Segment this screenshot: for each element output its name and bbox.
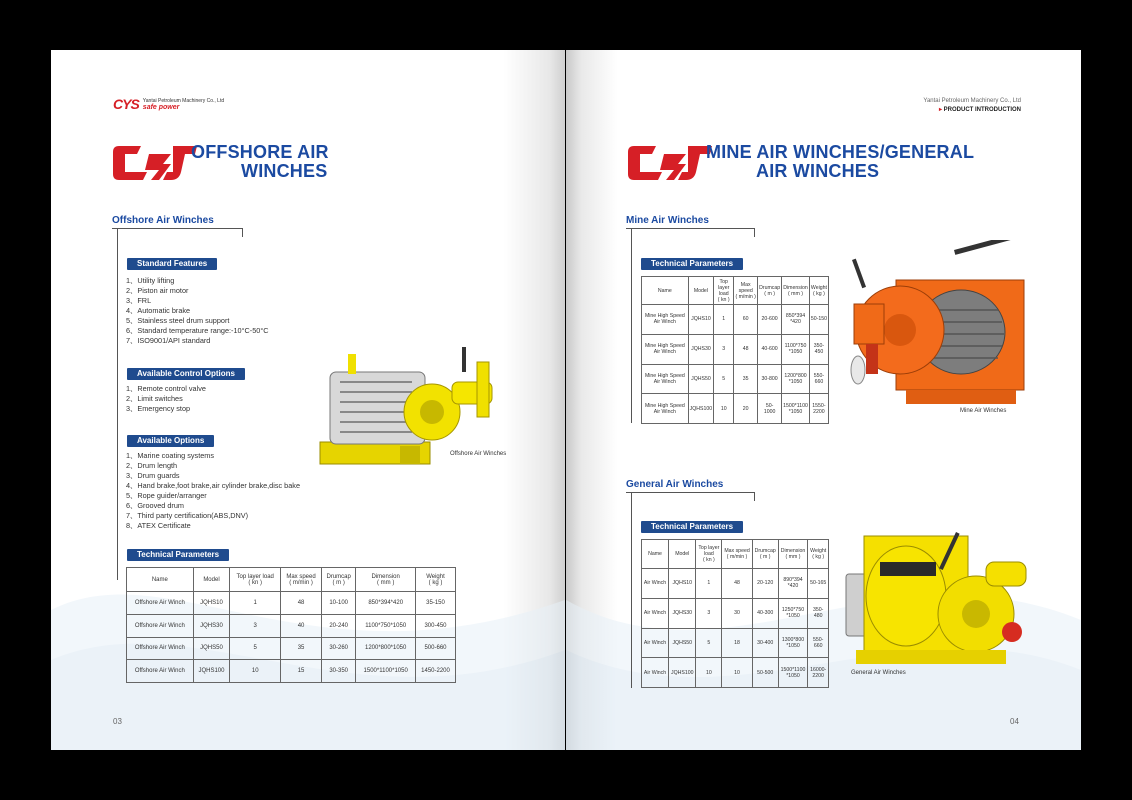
table-cell: Air Winch	[642, 658, 669, 688]
table-row	[642, 305, 829, 335]
list-item: 1、Marine coating systems	[126, 451, 215, 460]
list-item: 1、Remote control valve	[126, 384, 206, 393]
table-cell: 20-600	[758, 305, 782, 335]
list-item: 2、Limit switches	[126, 394, 183, 403]
table-header: Model	[669, 540, 696, 569]
table-header: Top layer load ( kn )	[714, 277, 734, 305]
table-header: Max speed ( m/min )	[734, 277, 758, 305]
table-cell: 3	[696, 598, 722, 628]
left-page-number: 03	[113, 717, 122, 726]
control-options-list	[126, 384, 206, 414]
table-header: Weight ( kg )	[415, 568, 455, 592]
offshore-section-title: Offshore Air Winches	[112, 215, 214, 226]
table-cell: Mine High Speed Air Winch	[642, 305, 689, 335]
table-cell: 1200*800*1050	[356, 637, 416, 660]
table-cell: 10	[230, 660, 281, 683]
table-cell: 35-150	[415, 592, 455, 615]
mine-winch-photo	[836, 240, 1036, 412]
table-row	[127, 660, 456, 683]
list-item: 3、FRL	[126, 296, 152, 305]
brand-logo	[113, 96, 224, 112]
list-item: 7、ISO9001/API standard	[126, 336, 211, 345]
table-cell: 30-800	[758, 364, 782, 394]
table-cell: Offshore Air Winch	[127, 592, 194, 615]
list-item: 6、Standard temperature range:-10°C-50°C	[126, 326, 269, 335]
list-item: 3、Drum guards	[126, 471, 180, 480]
table-cell: 5	[696, 628, 722, 658]
table-cell: 300-450	[415, 614, 455, 637]
table-row	[642, 364, 829, 394]
table-cell: 1250*750 *1050	[778, 598, 808, 628]
table-header: Drumcap ( m )	[321, 568, 355, 592]
table-row	[642, 394, 829, 424]
table-cell: 60	[734, 305, 758, 335]
table-cell: 3	[714, 334, 734, 364]
table-cell: 30	[722, 598, 752, 628]
brand-tagline: safe power	[142, 103, 180, 111]
mine-photo-caption: Mine Air Winches	[960, 408, 1007, 414]
table-cell: 1300*800 *1050	[778, 628, 808, 658]
table-header: Drumcap ( m )	[758, 277, 782, 305]
brand-mark: CYS	[113, 96, 139, 112]
standard-features-label: Standard Features	[127, 258, 217, 270]
table-header: Drumcap ( m )	[752, 540, 778, 569]
control-options-label: Available Control Options	[127, 368, 245, 380]
available-options-label: Available Options	[127, 435, 214, 447]
table-cell: 1	[714, 305, 734, 335]
offshore-photo-caption: Offshore Air Winches	[450, 451, 507, 457]
table-cell: 50-150	[809, 305, 828, 335]
right-page-header	[923, 97, 1021, 115]
table-cell: 10	[722, 658, 752, 688]
section-guide-line	[117, 228, 118, 580]
list-item: 4、Hand brake,foot brake,air cylinder brake,disc bake	[126, 481, 300, 490]
table-cell: 50-165	[808, 569, 829, 599]
arrow-icon: ▸	[938, 107, 942, 113]
table-header: Dimension ( mm )	[778, 540, 808, 569]
section-guide-line	[631, 492, 632, 688]
table-cell: JQHS50	[193, 637, 230, 660]
header-subtitle	[923, 106, 1021, 115]
table-cell: Mine High Speed Air Winch	[642, 364, 689, 394]
table-cell: JQHS100	[688, 394, 714, 424]
table-cell: 1100*750 *1050	[782, 334, 810, 364]
table-cell: Air Winch	[642, 569, 669, 599]
table-cell: 50- 1000	[758, 394, 782, 424]
brand-company: Yantai Petroleum Machinery Co., Ltd	[142, 97, 225, 104]
left-tech-params-label: Technical Parameters	[127, 549, 229, 561]
general-tech-params-label: Technical Parameters	[641, 521, 743, 533]
table-cell: Air Winch	[642, 598, 669, 628]
table-header: Name	[642, 277, 689, 305]
table-header: Max speed ( m/min )	[281, 568, 322, 592]
table-header: Top layer load ( kn )	[696, 540, 722, 569]
table-cell: 5	[714, 364, 734, 394]
mine-section-title: Mine Air Winches	[626, 215, 709, 226]
list-item: 1、Utility lifting	[126, 276, 175, 285]
table-cell: Offshore Air Winch	[127, 660, 194, 683]
table-cell: 16000- 2200	[808, 658, 829, 688]
table-cell: 890*394 *420	[778, 569, 808, 599]
table-cell: Air Winch	[642, 628, 669, 658]
table-cell: 48	[281, 592, 322, 615]
table-header: Dimension ( mm )	[356, 568, 416, 592]
table-cell: Offshore Air Winch	[127, 637, 194, 660]
table-cell: JQHS30	[193, 614, 230, 637]
table-cell: 550- 660	[809, 364, 828, 394]
table-cell: 850*394 *420	[782, 305, 810, 335]
right-page-number: 04	[1010, 717, 1019, 726]
table-cell: 40-300	[752, 598, 778, 628]
offshore-params-table	[126, 567, 456, 683]
right-title-line1: MINE AIR WINCHES/GENERAL	[706, 142, 975, 162]
table-header: Weight ( kg )	[808, 540, 829, 569]
table-row	[642, 628, 829, 658]
right-title-block	[626, 142, 974, 184]
table-cell: 18	[722, 628, 752, 658]
mine-params-table	[641, 276, 829, 424]
table-cell: 1500*1100*1050	[356, 660, 416, 683]
table-header: Max speed ( m/min )	[722, 540, 752, 569]
table-cell: 48	[722, 569, 752, 599]
table-cell: 3	[230, 614, 281, 637]
table-cell: 1500*1100 *1050	[778, 658, 808, 688]
table-header: Model	[193, 568, 230, 592]
section-guide-line	[631, 228, 632, 423]
table-cell: 20-240	[321, 614, 355, 637]
table-cell: JQHS100	[669, 658, 696, 688]
right-title-line2: AIR WINCHES	[756, 161, 880, 181]
list-item: 7、Third party certification(ABS,DNV)	[126, 511, 249, 520]
table-cell: JQHS50	[688, 364, 714, 394]
table-cell: Offshore Air Winch	[127, 614, 194, 637]
general-winch-photo	[836, 524, 1036, 672]
table-cell: 550- 660	[808, 628, 829, 658]
table-cell: JQHS10	[688, 305, 714, 335]
table-cell: JQHS100	[193, 660, 230, 683]
table-cell: JQHS10	[669, 569, 696, 599]
table-cell: JQHS30	[688, 334, 714, 364]
list-item: 2、Drum length	[126, 461, 178, 470]
table-cell: 1550- 2200	[809, 394, 828, 424]
general-section-title: General Air Winches	[626, 479, 724, 490]
table-cell: 1500*1100 *1050	[782, 394, 810, 424]
table-row	[642, 598, 829, 628]
list-item: 5、Stainless steel drum support	[126, 316, 230, 325]
table-cell: 48	[734, 334, 758, 364]
list-item: 6、Grooved drum	[126, 501, 184, 510]
header-company: Yantai Petroleum Machinery Co., Ltd	[923, 98, 1021, 104]
table-cell: 20-120	[752, 569, 778, 599]
table-cell: 1100*750*1050	[356, 614, 416, 637]
table-cell: 1450-2200	[415, 660, 455, 683]
table-cell: 40	[281, 614, 322, 637]
left-title-line1: OFFSHORE AIR	[191, 142, 329, 162]
list-item: 3、Emergency stop	[126, 404, 191, 413]
left-title-line2: WINCHES	[241, 161, 328, 181]
general-photo-caption: General Air Winches	[851, 670, 906, 676]
table-cell: 50-500	[752, 658, 778, 688]
table-cell: 10-100	[321, 592, 355, 615]
table-cell: 10	[696, 658, 722, 688]
left-title-block	[111, 142, 329, 184]
available-options-list	[126, 451, 300, 531]
table-cell: 35	[281, 637, 322, 660]
table-cell: 5	[230, 637, 281, 660]
table-cell: 1	[696, 569, 722, 599]
table-header: Top layer load ( kn )	[230, 568, 281, 592]
table-cell: JQHS10	[193, 592, 230, 615]
table-header: Dimension ( mm )	[782, 277, 810, 305]
table-cell: 30-350	[321, 660, 355, 683]
table-header: Model	[688, 277, 714, 305]
table-cell: JQHS30	[669, 598, 696, 628]
table-cell: 30-260	[321, 637, 355, 660]
list-item: 4、Automatic brake	[126, 306, 191, 315]
table-row	[127, 614, 456, 637]
header-subtitle-text: PRODUCT INTRODUCTION	[943, 107, 1021, 113]
table-header: Name	[642, 540, 669, 569]
table-row	[127, 637, 456, 660]
table-cell: 850*394*420	[356, 592, 416, 615]
table-cell: 30-400	[752, 628, 778, 658]
table-row	[642, 334, 829, 364]
table-cell: 350- 450	[809, 334, 828, 364]
table-cell: 1	[230, 592, 281, 615]
table-row	[127, 592, 456, 615]
table-cell: 35	[734, 364, 758, 394]
table-header: Weight ( kg )	[809, 277, 828, 305]
list-item: 8、ATEX Certificate	[126, 521, 191, 530]
table-cell: JQHS50	[669, 628, 696, 658]
table-cell: 20	[734, 394, 758, 424]
table-cell: 500-660	[415, 637, 455, 660]
table-cell: 350- 480	[808, 598, 829, 628]
table-row	[642, 569, 829, 599]
general-params-table	[641, 539, 829, 688]
section-underline	[112, 228, 243, 237]
list-item: 5、Rope guider/arranger	[126, 491, 207, 500]
table-row	[642, 658, 829, 688]
table-cell: 40-600	[758, 334, 782, 364]
section-underline	[626, 492, 755, 501]
table-cell: 1200*800 *1050	[782, 364, 810, 394]
mine-tech-params-label: Technical Parameters	[641, 258, 743, 270]
standard-features-list	[126, 276, 269, 346]
section-underline	[626, 228, 755, 237]
table-cell: 15	[281, 660, 322, 683]
table-header: Name	[127, 568, 194, 592]
table-cell: Mine High Speed Air Winch	[642, 334, 689, 364]
table-cell: 10	[714, 394, 734, 424]
list-item: 2、Piston air motor	[126, 286, 189, 295]
table-cell: Mine High Speed Air Winch	[642, 394, 689, 424]
